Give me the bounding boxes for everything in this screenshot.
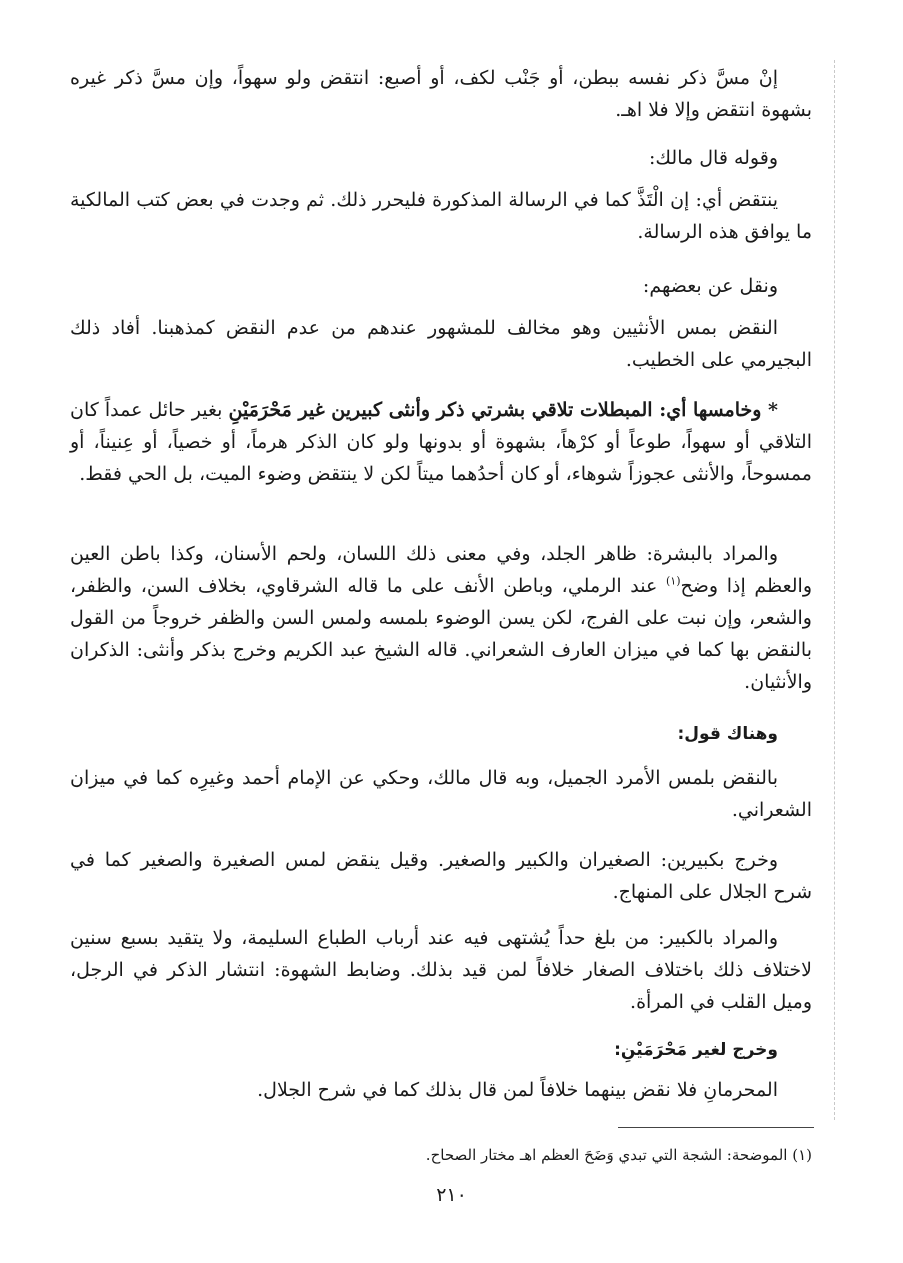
paragraph-8: بالنقض بلمس الأمرد الجميل، وبه قال مالك، وحكي عن الإمام أحمد وغيرِه كما في ميزان الشعراني. xyxy=(70,767,812,821)
paragraph-6 xyxy=(70,394,812,490)
footnote-separator xyxy=(618,1127,814,1128)
paragraph-7-a: والمراد بالبشرة: ظاهر الجلد، وفي معنى ذلك اللسان، ولحم الأسنان، وكذا باطن العين والعظم إذا وضح xyxy=(70,543,812,597)
main-text xyxy=(70,60,812,1120)
footnote-text: الموضحة: الشجة التي تبدي وَضَحَ العظم اهـ مختار الصحاح. xyxy=(425,1146,793,1164)
paragraph-9: وخرج بكبيرين: الصغيران والكبير والصغير. وقيل ينقض لمس الصغيرة والصغير كما في شرح الجلال على المنهاج. xyxy=(70,849,812,903)
paragraph-2: وقوله قال مالك: xyxy=(649,147,778,169)
margin-guide xyxy=(834,60,835,1120)
footnote-marker: (١) xyxy=(665,574,681,588)
paragraph-1: إنْ مسَّ ذكر نفسه ببطن، أو جَنْب لكف، أو أصبع: انتقض ولو سهواً، وإن مسَّ ذكر غيره بشهوة انتقض وإلا فلا اهـ. xyxy=(70,67,812,121)
footnote xyxy=(70,1144,812,1166)
paragraph-6-rest: بغير حائل عمداً كان التلاقي أو سهواً، طوعاً أو كرْهاً، بشهوة أو بدونها ولو كان الذكر هرماً، أو خصياً، أو عِنيناً، أو ممسوحاً، والأنثى عجوزاً شوهاء، أو كان أحدُهما ميتاً لكن لا ينتقض وضوء الميت، بل الحي فقط. xyxy=(70,399,812,485)
page-number: ٢١٠ xyxy=(436,1184,467,1206)
section-heading-1: وهناك قول: xyxy=(677,724,778,744)
paragraph-7 xyxy=(70,538,812,698)
paragraph-4: ونقل عن بعضهم: xyxy=(642,275,778,297)
paragraph-7-b: عند الرملي، وباطن الأنف على ما قاله الشرقاوي، بخلاف السن، والظفر، والشعر، وإن نبت على الفرج، لكن يسن الوضوء بلمسه ولمس السن والظفر خروجاً من القول بالنقض بها كما في ميزان العارف الشعراني. قاله الشيخ عبد الكريم وخرج بذكر وأنثى: الذكران والأنثيان. xyxy=(70,575,812,693)
paragraph-6-lead: * وخامسها أي: المبطلات تلاقي بشرتي ذكر وأنثى كبيرين غير مَحْرَمَيْنِ xyxy=(228,399,778,421)
footnote-number: (١) xyxy=(792,1146,812,1164)
paragraph-10: والمراد بالكبير: من بلغ حداً يُشتهى فيه عند أرباب الطباع السليمة، ولا يتقيد بسبع سنين لاختلاف ذلك باختلاف الصغار خلافاً لمن قيد بذلك. وضابط الشهوة: انتشار الذكر في الرجل، وميل القلب في المرأة. xyxy=(70,927,812,1013)
paragraph-11: المحرمانِ فلا نقض بينهما خلافاً لمن قال بذلك كما في شرح الجلال. xyxy=(257,1079,778,1101)
section-heading-2: وخرج لغير مَحْرَمَيْنِ: xyxy=(614,1040,778,1060)
paragraph-5: النقض بمس الأنثيين وهو مخالف للمشهور عندهم من عدم النقض كمذهبنا. أفاد ذلك البجيرمي على الخطيب. xyxy=(70,317,812,371)
paragraph-3: ينتقض أي: إن الْتَذَّ كما في الرسالة المذكورة فليحرر ذلك. ثم وجدت في بعض كتب المالكية ما يوافق هذه الرسالة. xyxy=(70,189,812,243)
